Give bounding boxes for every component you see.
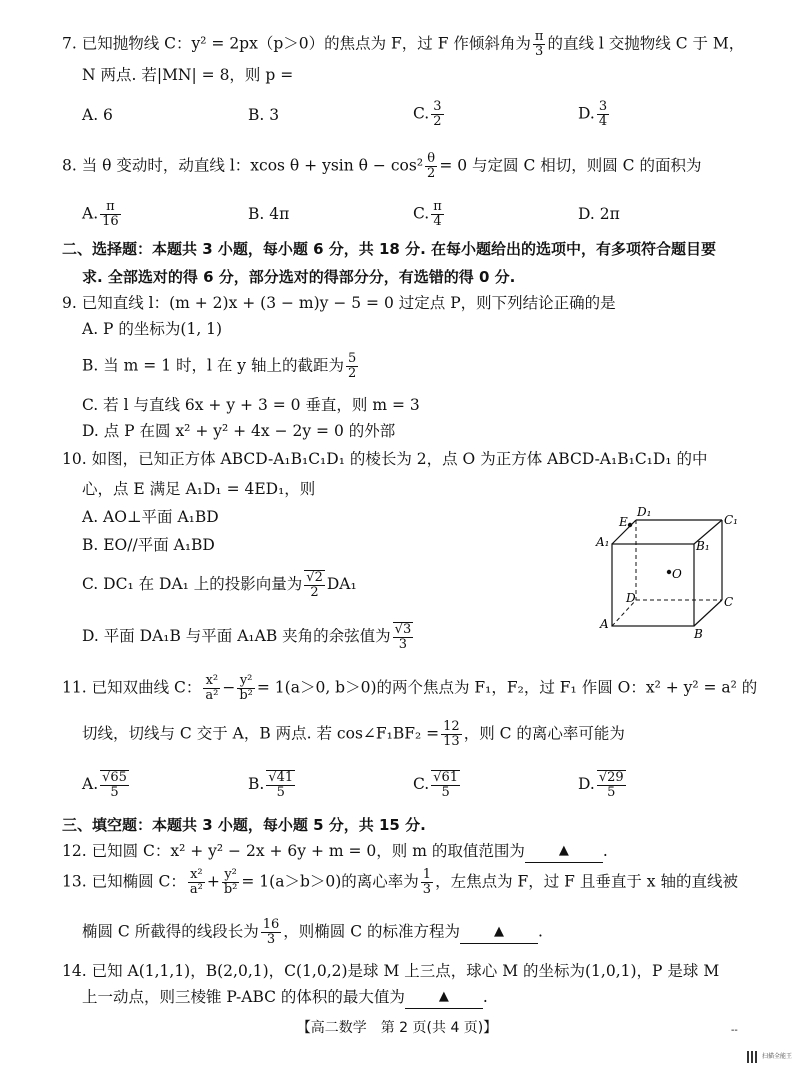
label-a: A (600, 617, 609, 631)
q8-option-b: B. 4π (248, 205, 290, 223)
q12-answer-blank[interactable] (525, 838, 603, 863)
point-o (667, 570, 671, 574)
section2-heading: 二、选择题：本题共 3 小题，每小题 6 分，共 18 分. 在每小题给出的选项中，有多项符合题目要 (62, 240, 717, 258)
label-d1: D₁ (637, 505, 652, 519)
triangle-icon: ▲ (438, 989, 449, 1004)
label-b1: B₁ (696, 539, 710, 553)
q10-option-b: B. EO//平面 A₁BD (82, 536, 215, 554)
qr-code-icon (747, 1051, 759, 1063)
triangle-icon: ▲ (558, 843, 569, 858)
q11-stem: 11. 已知双曲线 C： $\frac{\text{x²}}{\text{a²}}$ − $\frac{\text{y²}}{\text{b²}}$ = 1(a＞0, b＞0)的两个焦点为 F₁，F₂，过 F₁ 作圆 O：x² + y² = a² 的 (62, 673, 758, 703)
section2-heading-line2: 求. 全部选对的得 6 分，部分选对的得部分分，有选错的得 0 分. (82, 268, 516, 286)
cube-figure (590, 500, 750, 640)
point-e (628, 523, 632, 527)
q8-option-a: A. $\frac{\pi}{16}$ (82, 199, 119, 229)
cube-front-face (612, 544, 694, 626)
q11-option-b: B. $\frac{√41}{5}$ (248, 770, 294, 800)
q7-stem: 7. 已知抛物线 C：y² = 2px（p＞0）的焦点为 F，过 F 作倾斜角为 $\frac{\pi}{3}$ 的直线 l 交抛物线 C 于 M， (62, 29, 745, 59)
q7-option-d: D. $\frac{3}{4}$ (578, 99, 608, 129)
label-e: E (619, 515, 628, 529)
q9-option-c: C. 若 l 与直线 6x + y + 3 = 0 垂直，则 m = 3 (82, 396, 420, 414)
scanner-watermark: 扫描全能王 (762, 1053, 793, 1060)
label-b: B (694, 627, 703, 640)
q9-option-a: A. P 的坐标为(1, 1) (82, 320, 223, 338)
q10-option-c: C. DC₁ 在 DA₁ 上的投影向量为 $\frac{√2}{2}$ DA₁ (82, 570, 357, 600)
q7-angle-fraction: $\frac{\pi}{3}$ (534, 29, 544, 59)
q10-option-d: D. 平面 DA₁B 与平面 A₁AB 夹角的余弦值为 $\frac{√3}{3}$ (82, 622, 412, 652)
q13-stem-line2: 椭圆 C 所截得的线段长为 $\frac{16}{3}$ ，则椭圆 C 的标准方程为 ▲ . (82, 917, 543, 947)
q11-option-c: C. $\frac{√61}{5}$ (413, 770, 459, 800)
q11-stem-line2: 切线，切线与 C 交于 A，B 两点. 若 cos∠F₁BF₂ = $\frac{12}{13}$ ，则 C 的离心率可能为 (82, 719, 625, 749)
q7-option-c: C. $\frac{3}{2}$ (413, 99, 442, 129)
triangle-icon: ▲ (493, 923, 504, 939)
q14-stem-line2: 上一动点，则三棱锥 P-ABC 的体积的最大值为 ▲ . (82, 986, 754, 1011)
q9-stem: 9. 已知直线 l：(m + 2)x + (3 − m)y − 5 = 0 过定点 P，则下列结论正确的是 (62, 294, 616, 312)
q11-option-d: D. $\frac{√29}{5}$ (578, 770, 624, 800)
page-footer: 【高二数学 第 2 页(共 4 页)】 (296, 1020, 498, 1036)
q13-stem: 13. 已知椭圆 C： $\frac{\text{x²}}{\text{a²}}$ + $\frac{\text{y²}}{\text{b²}}$ = 1(a＞b＞0)的离心率为 $\frac{1}{3}$ ，左焦点为 F，过 F 且垂直于 x 轴的直线被 (62, 867, 738, 897)
q8-option-c: C. $\frac{\pi}{4}$ (413, 199, 442, 229)
q11-option-a: A. $\frac{√65}{5}$ (82, 770, 127, 800)
q7-option-b: B. 3 (248, 106, 280, 124)
cube-edge-bc (694, 600, 722, 626)
q12-stem: 12. 已知圆 C：x² + y² − 2x + 6y + m = 0，则 m 的取值范围为 ▲ . (62, 840, 754, 865)
q8-option-d: D. 2π (578, 205, 620, 223)
section3-heading: 三、填空题：本题共 3 小题，每小题 5 分，共 15 分. (62, 816, 426, 834)
q14-answer-blank[interactable] (405, 984, 483, 1009)
q9-option-b: B. 当 m = 1 时，l 在 y 轴上的截距为 $\frac{5}{2}$ (82, 351, 357, 381)
label-c1: C₁ (724, 513, 738, 527)
label-c: C (724, 595, 734, 609)
q10-option-a: A. AO⊥平面 A₁BD (82, 508, 219, 526)
corner-mark: -- (731, 1025, 738, 1036)
q14-stem: 14. 已知 A(1,1,1)，B(2,0,1)，C(1,0,2)是球 M 上三点，球心 M 的坐标为(1,0,1)，P 是球 M (62, 962, 720, 980)
q13-answer-blank[interactable] (460, 919, 538, 944)
q7-option-a: A. 6 (82, 106, 113, 124)
q9-option-d: D. 点 P 在圆 x² + y² + 4x − 2y = 0 的外部 (82, 422, 396, 440)
label-d: D (626, 591, 636, 605)
q7-stem-line2: N 两点. 若|MN| = 8，则 p = (82, 66, 294, 84)
label-a1: A₁ (596, 535, 610, 549)
q8-stem: 8. 当 θ 变动时，动直线 l：xcos θ + ysin θ − cos² $\frac{\theta}{2}$ = 0 与定圆 C 相切，则圆 C 的面积为 (62, 151, 702, 181)
q10-stem: 10. 如图，已知正方体 ABCD-A₁B₁C₁D₁ 的棱长为 2，点 O 为正方体 ABCD-A₁B₁C₁D₁ 的中 (62, 450, 708, 468)
q8-theta-fraction: $\frac{\theta}{2}$ (427, 151, 436, 181)
q10-stem-line2: 心，点 E 满足 A₁D₁ = 4ED₁，则 (82, 480, 316, 498)
label-o: O (672, 567, 682, 581)
